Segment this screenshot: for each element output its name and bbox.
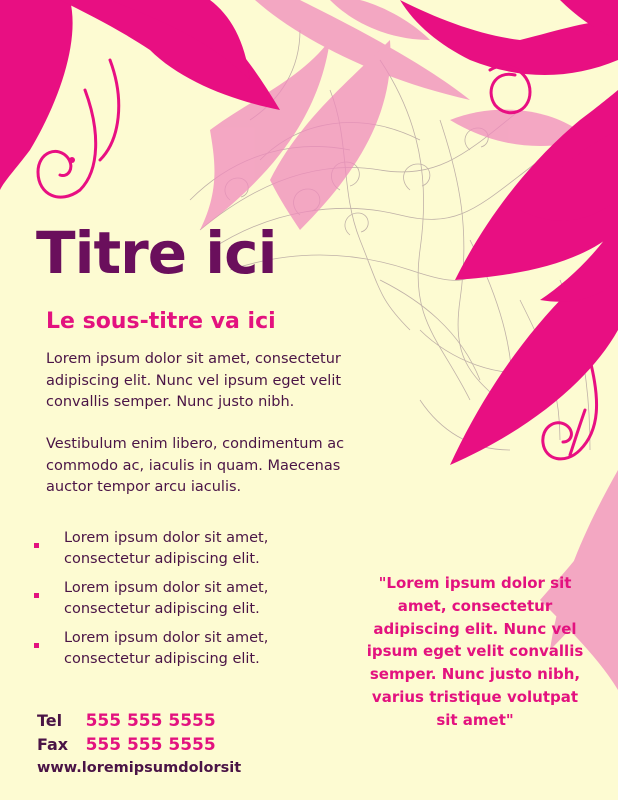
contact-block <box>37 709 241 780</box>
tel-row <box>37 709 241 733</box>
tel-number: 555 555 5555 <box>85 711 216 731</box>
bullet-square-icon <box>34 593 39 598</box>
website-link: www.loremipsumdolorsit <box>37 760 242 776</box>
bullet-item <box>34 528 324 569</box>
bullet-square-icon <box>34 643 39 648</box>
body-paragraph-2: Vestibulum enim libero, condimentum ac commodo ac, iaculis in quam. Maecenas auctor tempor arcu iaculis. <box>46 436 345 495</box>
body-paragraph-1: Lorem ipsum dolor sit amet, consectetur adipiscing elit. Nunc vel ipsum eget velit convallis semper. Nunc justo nibh. <box>46 351 342 410</box>
bullet-list <box>34 528 324 678</box>
fax-number: 555 555 5555 <box>85 735 216 755</box>
bullet-item <box>34 578 324 619</box>
bullet-square-icon <box>34 543 39 548</box>
bullet-item <box>34 628 324 669</box>
page-subtitle: Le sous-titre va ici <box>46 309 276 334</box>
bullet-text: Lorem ipsum dolor sit amet, consectetur adipiscing elit. <box>64 630 269 667</box>
bullet-text: Lorem ipsum dolor sit amet, consectetur adipiscing elit. <box>64 530 269 567</box>
fax-row <box>37 733 241 757</box>
bullet-text: Lorem ipsum dolor sit amet, consectetur adipiscing elit. <box>64 580 269 617</box>
tel-label: Tel <box>37 711 63 730</box>
pull-quote: "Lorem ipsum dolor sit amet, consectetur adipiscing elit. Nunc vel ipsum eget velit convallis semper. Nunc justo nibh, varius tristique volutpat sit amet" <box>366 574 584 729</box>
page-title: Titre ici <box>36 219 277 287</box>
fax-label: Fax <box>37 735 69 754</box>
